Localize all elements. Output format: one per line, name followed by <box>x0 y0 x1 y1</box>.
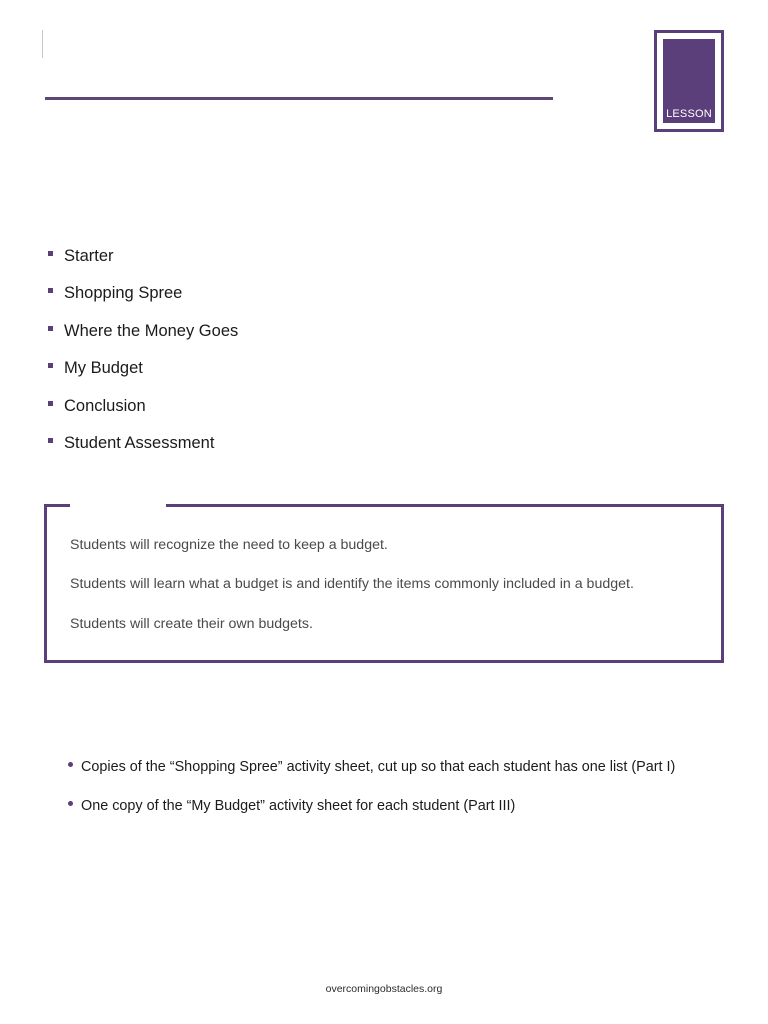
materials-list <box>68 756 675 834</box>
square-bullet-icon <box>48 326 53 331</box>
list-item <box>48 356 238 393</box>
objectives-box-heading-gap <box>70 501 166 507</box>
section-label: Starter <box>64 247 114 265</box>
objective-item: Students will recognize the need to keep a budget. <box>70 537 388 553</box>
objective-item: Students will learn what a budget is and identify the items commonly included in a budget. <box>70 576 634 592</box>
section-label: Conclusion <box>64 396 146 415</box>
title-divider <box>45 97 553 100</box>
section-label: My Budget <box>64 359 143 378</box>
list-item <box>48 244 238 281</box>
square-bullet-icon <box>48 438 53 443</box>
round-bullet-icon <box>68 762 73 767</box>
square-bullet-icon <box>48 363 53 368</box>
footer-url: overcomingobstacles.org <box>325 983 443 995</box>
round-bullet-icon <box>68 801 73 806</box>
lesson-badge <box>654 30 724 132</box>
list-item <box>48 431 238 468</box>
list-item <box>48 281 238 318</box>
lesson-badge-label: LESSON <box>666 108 712 120</box>
list-item <box>68 756 675 795</box>
material-label: Copies of the “Shopping Spree” activity sheet, cut up so that each student has one list (Part I) <box>81 759 676 775</box>
objective-item: Students will create their own budgets. <box>70 616 313 632</box>
list-item <box>68 795 675 834</box>
lesson-badge-fill <box>663 39 715 123</box>
square-bullet-icon <box>48 251 53 256</box>
text-cursor-mark <box>42 30 43 58</box>
square-bullet-icon <box>48 401 53 406</box>
section-label: Student Assessment <box>64 433 215 452</box>
list-item <box>48 394 238 431</box>
list-item <box>48 319 238 356</box>
lesson-sections-list <box>48 244 238 468</box>
material-label: One copy of the “My Budget” activity sheet for each student (Part III) <box>81 798 516 814</box>
section-label: Shopping Spree <box>64 284 183 303</box>
square-bullet-icon <box>48 288 53 293</box>
section-label: Where the Money Goes <box>64 321 239 340</box>
